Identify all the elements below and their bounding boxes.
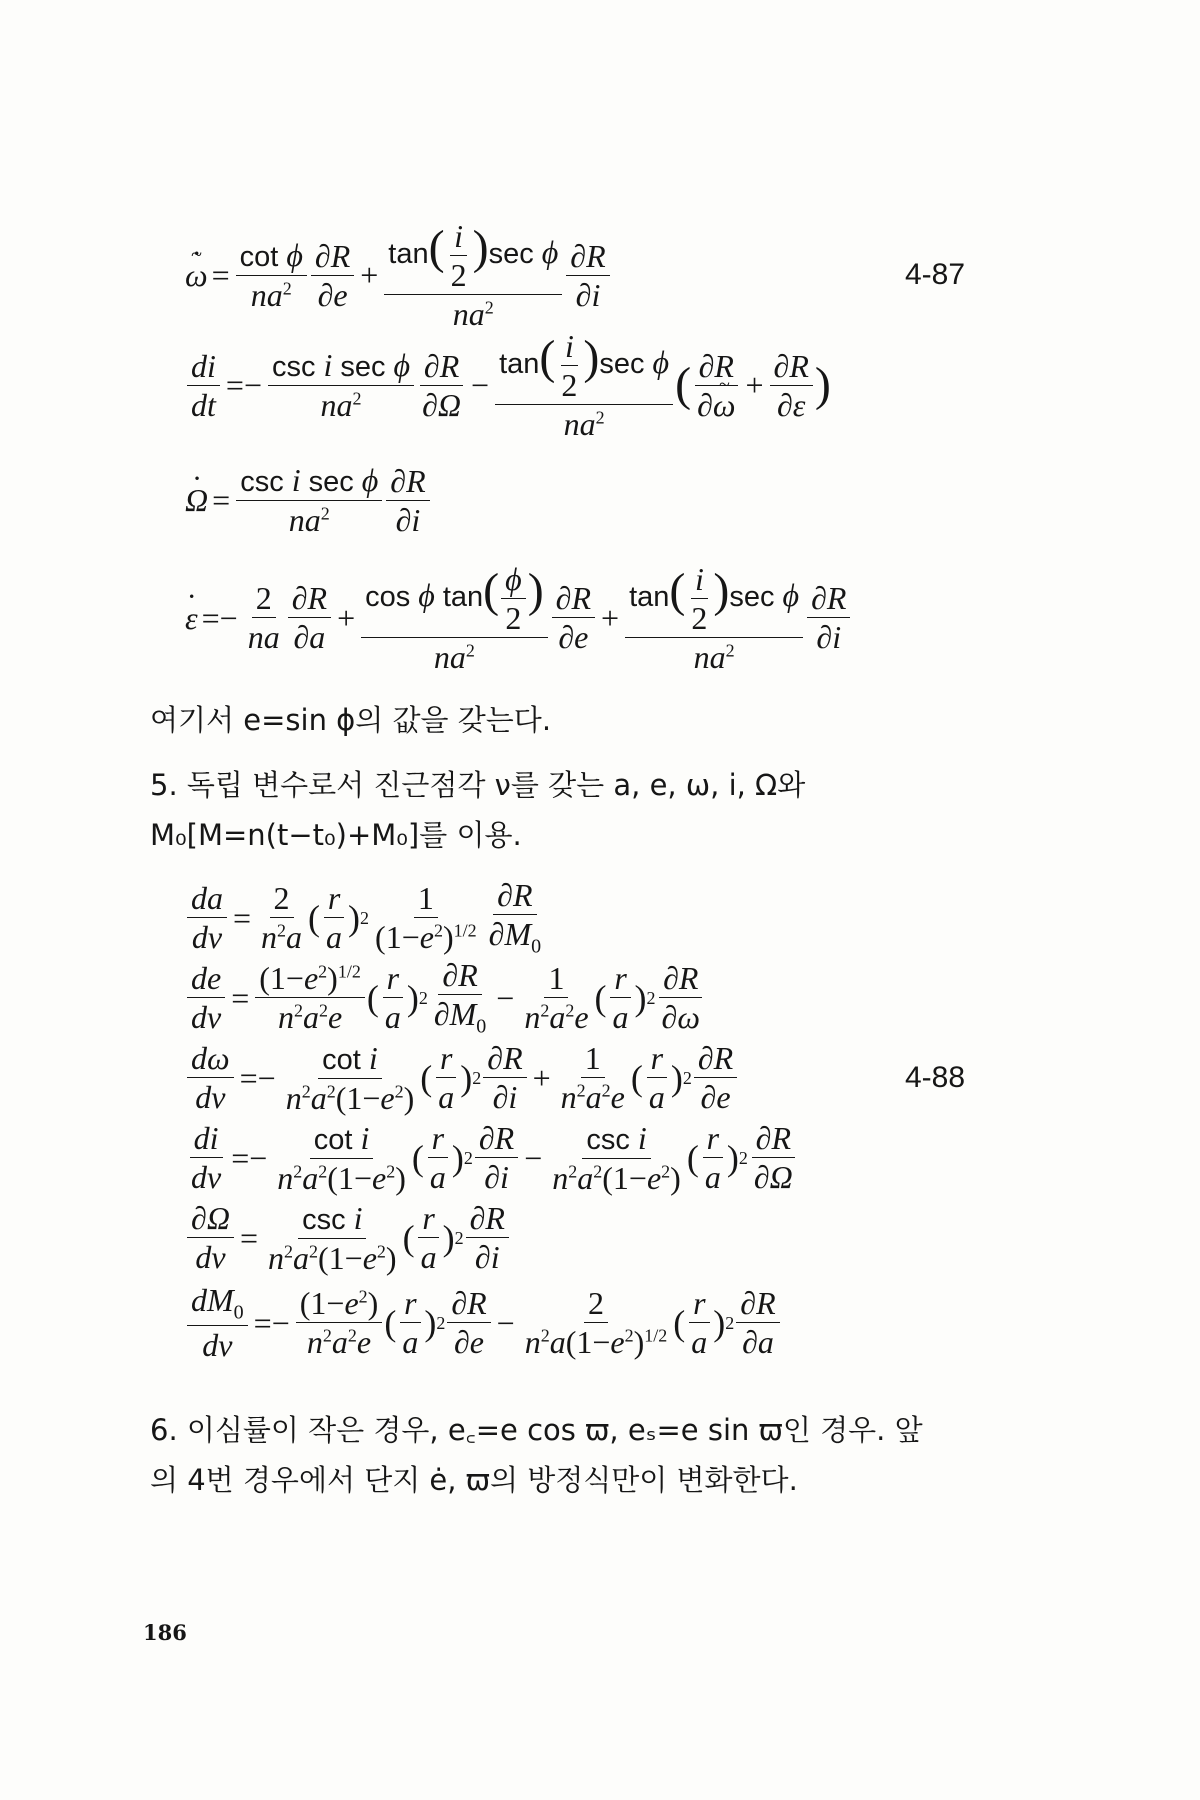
page-number: 186 — [143, 1620, 187, 1645]
equation-domega-dnu: $\frac{d\omega}{d\nu}$ =− $\frac{\text{cot i}}{n^2a^2(1-e^2)}$ ( $\frac{r}{a}$ ) 2 $\frac{\partial R}{\partial i}$ + $\frac{1}{n^2a^2e}$ ( $\frac{r}{a}$ ) 2 $\frac{\partial R}{\partial e}$ 4-88 — [185, 1040, 965, 1115]
equation-omega-dot: ~ ω · = $\frac{\text{cot ϕ}}{na^2}$ $\frac{\partial R}{\partial e}$ + tan( $\frac{i}{2}$ )sec ϕ $na^2$ $\frac{\partial R}{\partial i}$ 4-87 — [185, 235, 965, 315]
equation-dOmega-dnu: $\frac{\partial\Omega}{d\nu}$ = $\frac{\text{csc i}}{n^2a^2(1-e^2)}$ ( $\frac{r}{a}$ ) 2 $\frac{\partial R}{\partial i}$ — [185, 1200, 965, 1275]
item-5-line-1: 5. 독립 변수로서 진근점각 ν를 갖는 a, e, ω, i, Ω와 — [150, 768, 806, 802]
equation-number-4-88: 4-88 — [904, 1060, 965, 1094]
equation-dM0-dnu: $\frac{dM_0}{d\nu}$ =− $\frac{(1-e^2)}{n^2a^2e}$ ( $\frac{r}{a}$ ) 2 $\frac{\partial R}{\partial e}$ − $\frac{2}{n^2a(1-e^2)^{1/2}}$ ( $\frac{r}{a}$ ) 2 $\frac{\partial R}{\partial a}$ — [185, 1285, 965, 1360]
equation-da-dnu: $\frac{da}{d\nu}$ = $\frac{2}{n^2a}$ ( $\frac{r}{a}$ ) 2 $\frac{1}{(1-e^2)^{1/2}}$ $\frac{\partial R}{\partial M_0}$ — [185, 880, 965, 955]
equation-di-dt: $\frac{di}{dt}$ =− $\frac{\text{csc i sec ϕ}}{na^2}$ $\frac{\partial R}{\partial\Omega}$ − tan( $\frac{i}{2}$ )sec ϕ $na^2$ ( $\frac{\partial R}{\partial\sim \omega}$ + $\frac{\partial R}{\partial\varepsilon}$ ) — [185, 345, 965, 425]
item-5-line-2: M₀[M=n(t−t₀)+M₀]를 이용. — [150, 818, 522, 852]
equation-capital-omega-dot: Ω · = $\frac{\text{csc i sec ϕ}}{na^2}$ $\frac{\partial R}{\partial i}$ — [185, 470, 965, 530]
equation-epsilon-dot: ε · =− $\frac{2}{na}$ $\frac{\partial R}{\partial a}$ + cos ϕ tan( $\frac{\phi}{2}$ ) $na^2$ $\frac{\partial R}{\partial e}$ + tan( $\frac{i}{2}$ )sec ϕ $na^2$ $\frac{\partial R}{\partial i}$ — [185, 575, 965, 660]
item-6-line-1: 6. 이심률이 작은 경우, e꜀=e cos ϖ, eₛ=e sin ϖ인 경우. 앞 — [150, 1413, 923, 1447]
equation-di-dnu: $\frac{di}{d\nu}$ =− $\frac{\text{cot i}}{n^2a^2(1-e^2)}$ ( $\frac{r}{a}$ ) 2 $\frac{\partial R}{\partial i}$ − $\frac{\text{csc i}}{n^2a^2(1-e^2)}$ ( $\frac{r}{a}$ ) 2 $\frac{\partial R}{\partial\Omega}$ — [185, 1120, 965, 1195]
equation-de-dnu: $\frac{de}{d\nu}$ = $\frac{(1-e^2)^{1/2}}{n^2a^2e}$ ( $\frac{r}{a}$ ) 2 $\frac{\partial R}{\partial M_0}$ − $\frac{1}{n^2a^2e}$ ( $\frac{r}{a}$ ) 2 $\frac{\partial R}{\partial\omega}$ — [185, 960, 965, 1035]
equation-number-4-87: 4-87 — [904, 258, 965, 291]
item-6-line-2: 의 4번 경우에서 단지 ė, ϖ의 방정식만이 변화한다. — [150, 1463, 798, 1497]
item-5-paragraph — [150, 760, 1040, 860]
item-6-paragraph — [150, 1405, 1040, 1505]
note-paragraph: 여기서 e=sin ϕ의 값을 갖는다. — [150, 703, 552, 737]
